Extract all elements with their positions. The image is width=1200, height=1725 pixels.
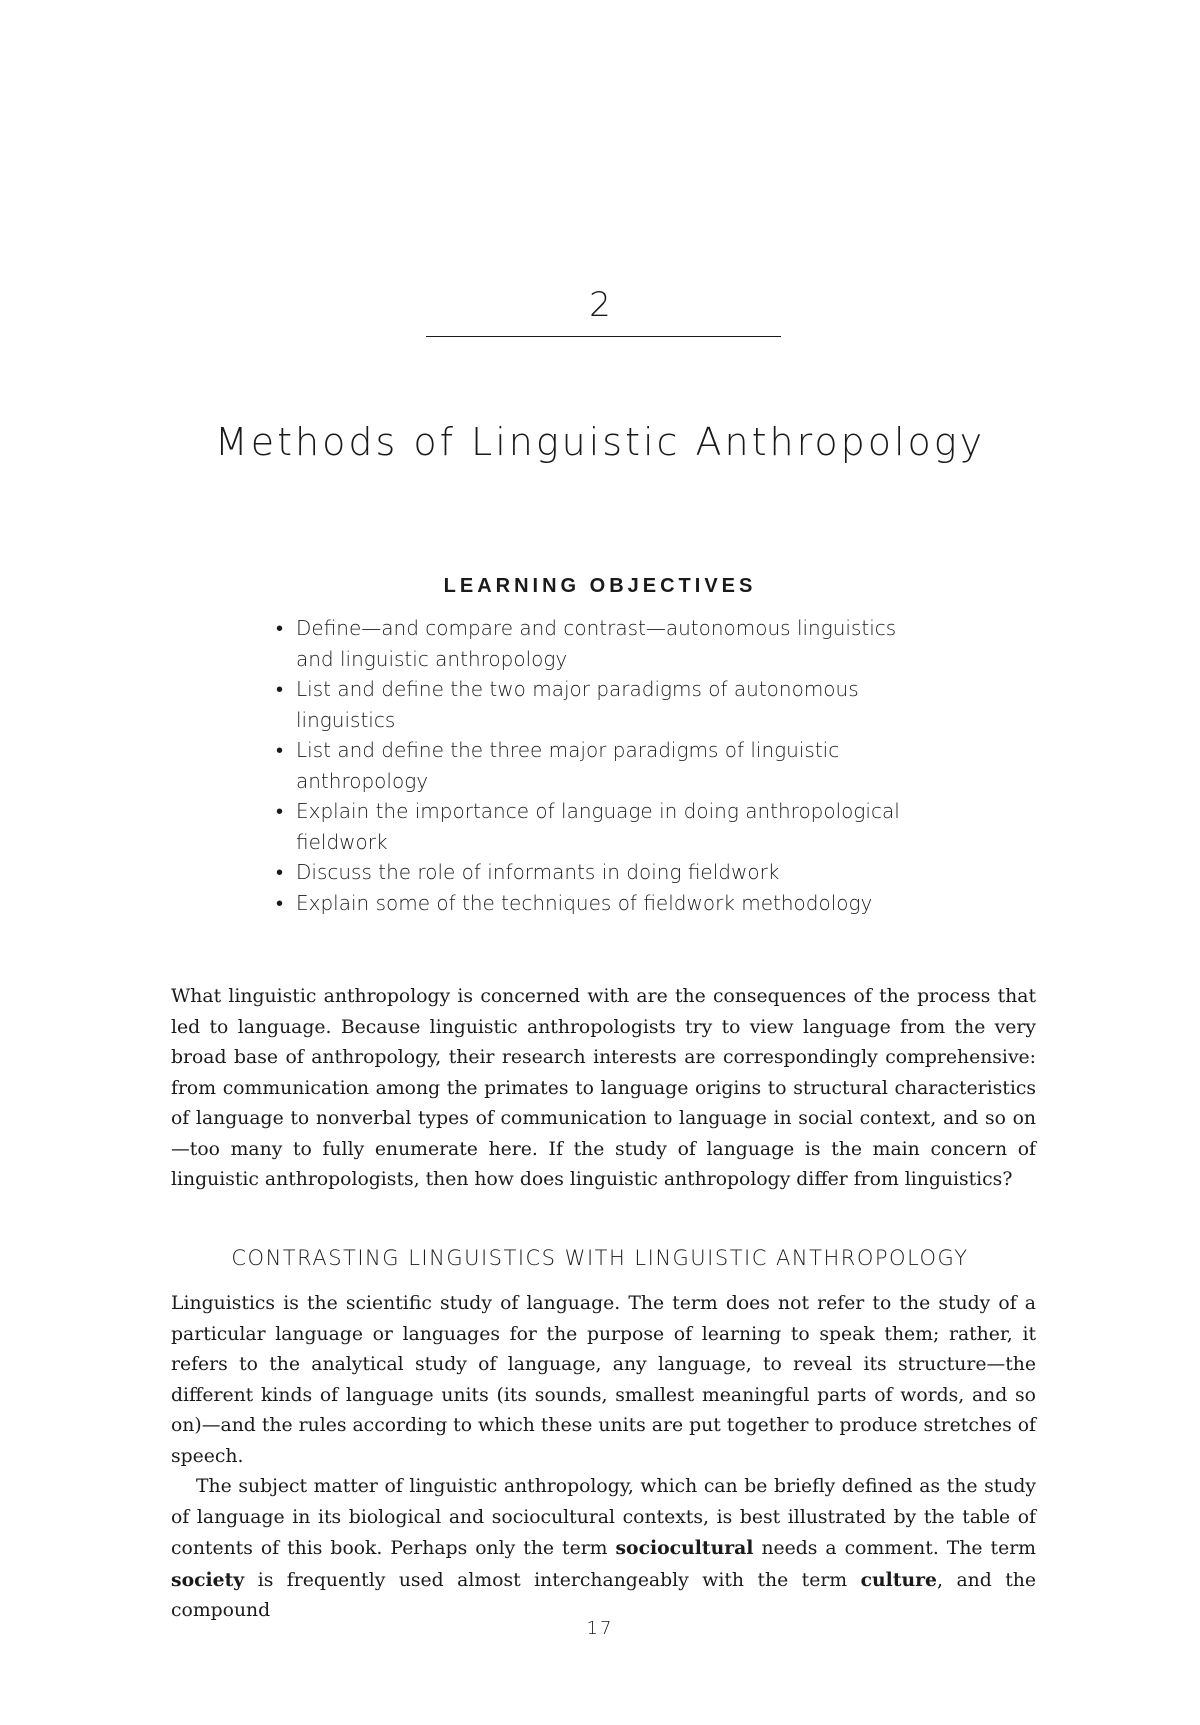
objective-text: Define—and compare and contrast—autonomous linguistics and linguistic anthropology: [296, 616, 897, 671]
paragraph-text: , and the compound: [171, 1569, 1036, 1621]
section-heading: CONTRASTING LINGUISTICS WITH LINGUISTIC ANTHROPOLOGY: [231, 1246, 969, 1270]
intro-paragraph: What linguistic anthropology is concerned with are the consequences of the process that led to language. Because linguistic anthropologists try to view language from the very broad base of anthropology, their research interests are correspondingly comprehensive: from communication among the primates to language origins to structural characteristics of language to nonverbal types of communication to language in social context, and so on—too many to fully enumerate here. If the study of language is the main concern of linguistic anthropologists, then how does linguistic anthropology differ from linguistics?: [171, 986, 1036, 1190]
page-number: 17: [586, 1618, 614, 1639]
term-culture: culture: [860, 1568, 937, 1591]
intro-section: [171, 982, 1036, 1196]
section-body: [171, 1289, 1036, 1627]
section-paragraph-1: Linguistics is the scientific study of language. The term does not refer to the study of a particular language or languages for the purpose of learning to speak them; rather, it refers to the analytical study of language, any language, to reveal its structure—the different kinds of language units (its sounds, smallest meaningful parts of words, and so on)—and the rules according to which these units are put together to produce stretches of speech.: [171, 1293, 1036, 1467]
paragraph-text: The subject matter of linguistic anthropology, which can be briefly defined as the study of language in its biological and sociocultural contexts, is best illustrated by the table of contents of this book. Perhaps only the term: [171, 1476, 1036, 1559]
objective-item: [276, 613, 936, 674]
chapter-number: 2: [589, 285, 611, 325]
objective-text: Explain the importance of language in doing anthropological fieldwork: [296, 799, 900, 854]
objective-text: Discuss the role of informants in doing fieldwork: [296, 860, 780, 884]
term-sociocultural: sociocultural: [615, 1537, 754, 1559]
chapter-rule: [426, 336, 781, 337]
bullet-icon: •: [276, 890, 284, 915]
bullet-icon: •: [276, 799, 284, 823]
objective-item: [276, 796, 936, 857]
section-paragraph-2: [171, 1472, 1036, 1627]
objective-item: [276, 674, 936, 735]
chapter-title: Methods of Linguistic Anthropology: [214, 420, 986, 464]
objective-item: [276, 735, 936, 796]
objective-item: [276, 888, 936, 919]
objectives-heading: LEARNING OBJECTIVES: [443, 575, 757, 597]
objective-text: Explain some of the techniques of fieldwork methodology: [296, 890, 873, 915]
objectives-list: [276, 613, 936, 918]
objective-text: List and define the three major paradigms of linguistic anthropology: [296, 738, 840, 793]
paragraph-text: needs a comment. The term: [753, 1538, 1036, 1559]
objective-item: [276, 857, 936, 888]
bullet-icon: •: [276, 738, 284, 762]
bullet-icon: •: [276, 860, 284, 884]
paragraph-text: is frequently used almost interchangeably with the term: [244, 1569, 861, 1591]
term-society: society: [171, 1568, 245, 1591]
bullet-icon: •: [276, 677, 284, 701]
objective-text: List and define the two major paradigms of autonomous linguistics: [296, 677, 859, 732]
bullet-icon: •: [276, 616, 284, 640]
